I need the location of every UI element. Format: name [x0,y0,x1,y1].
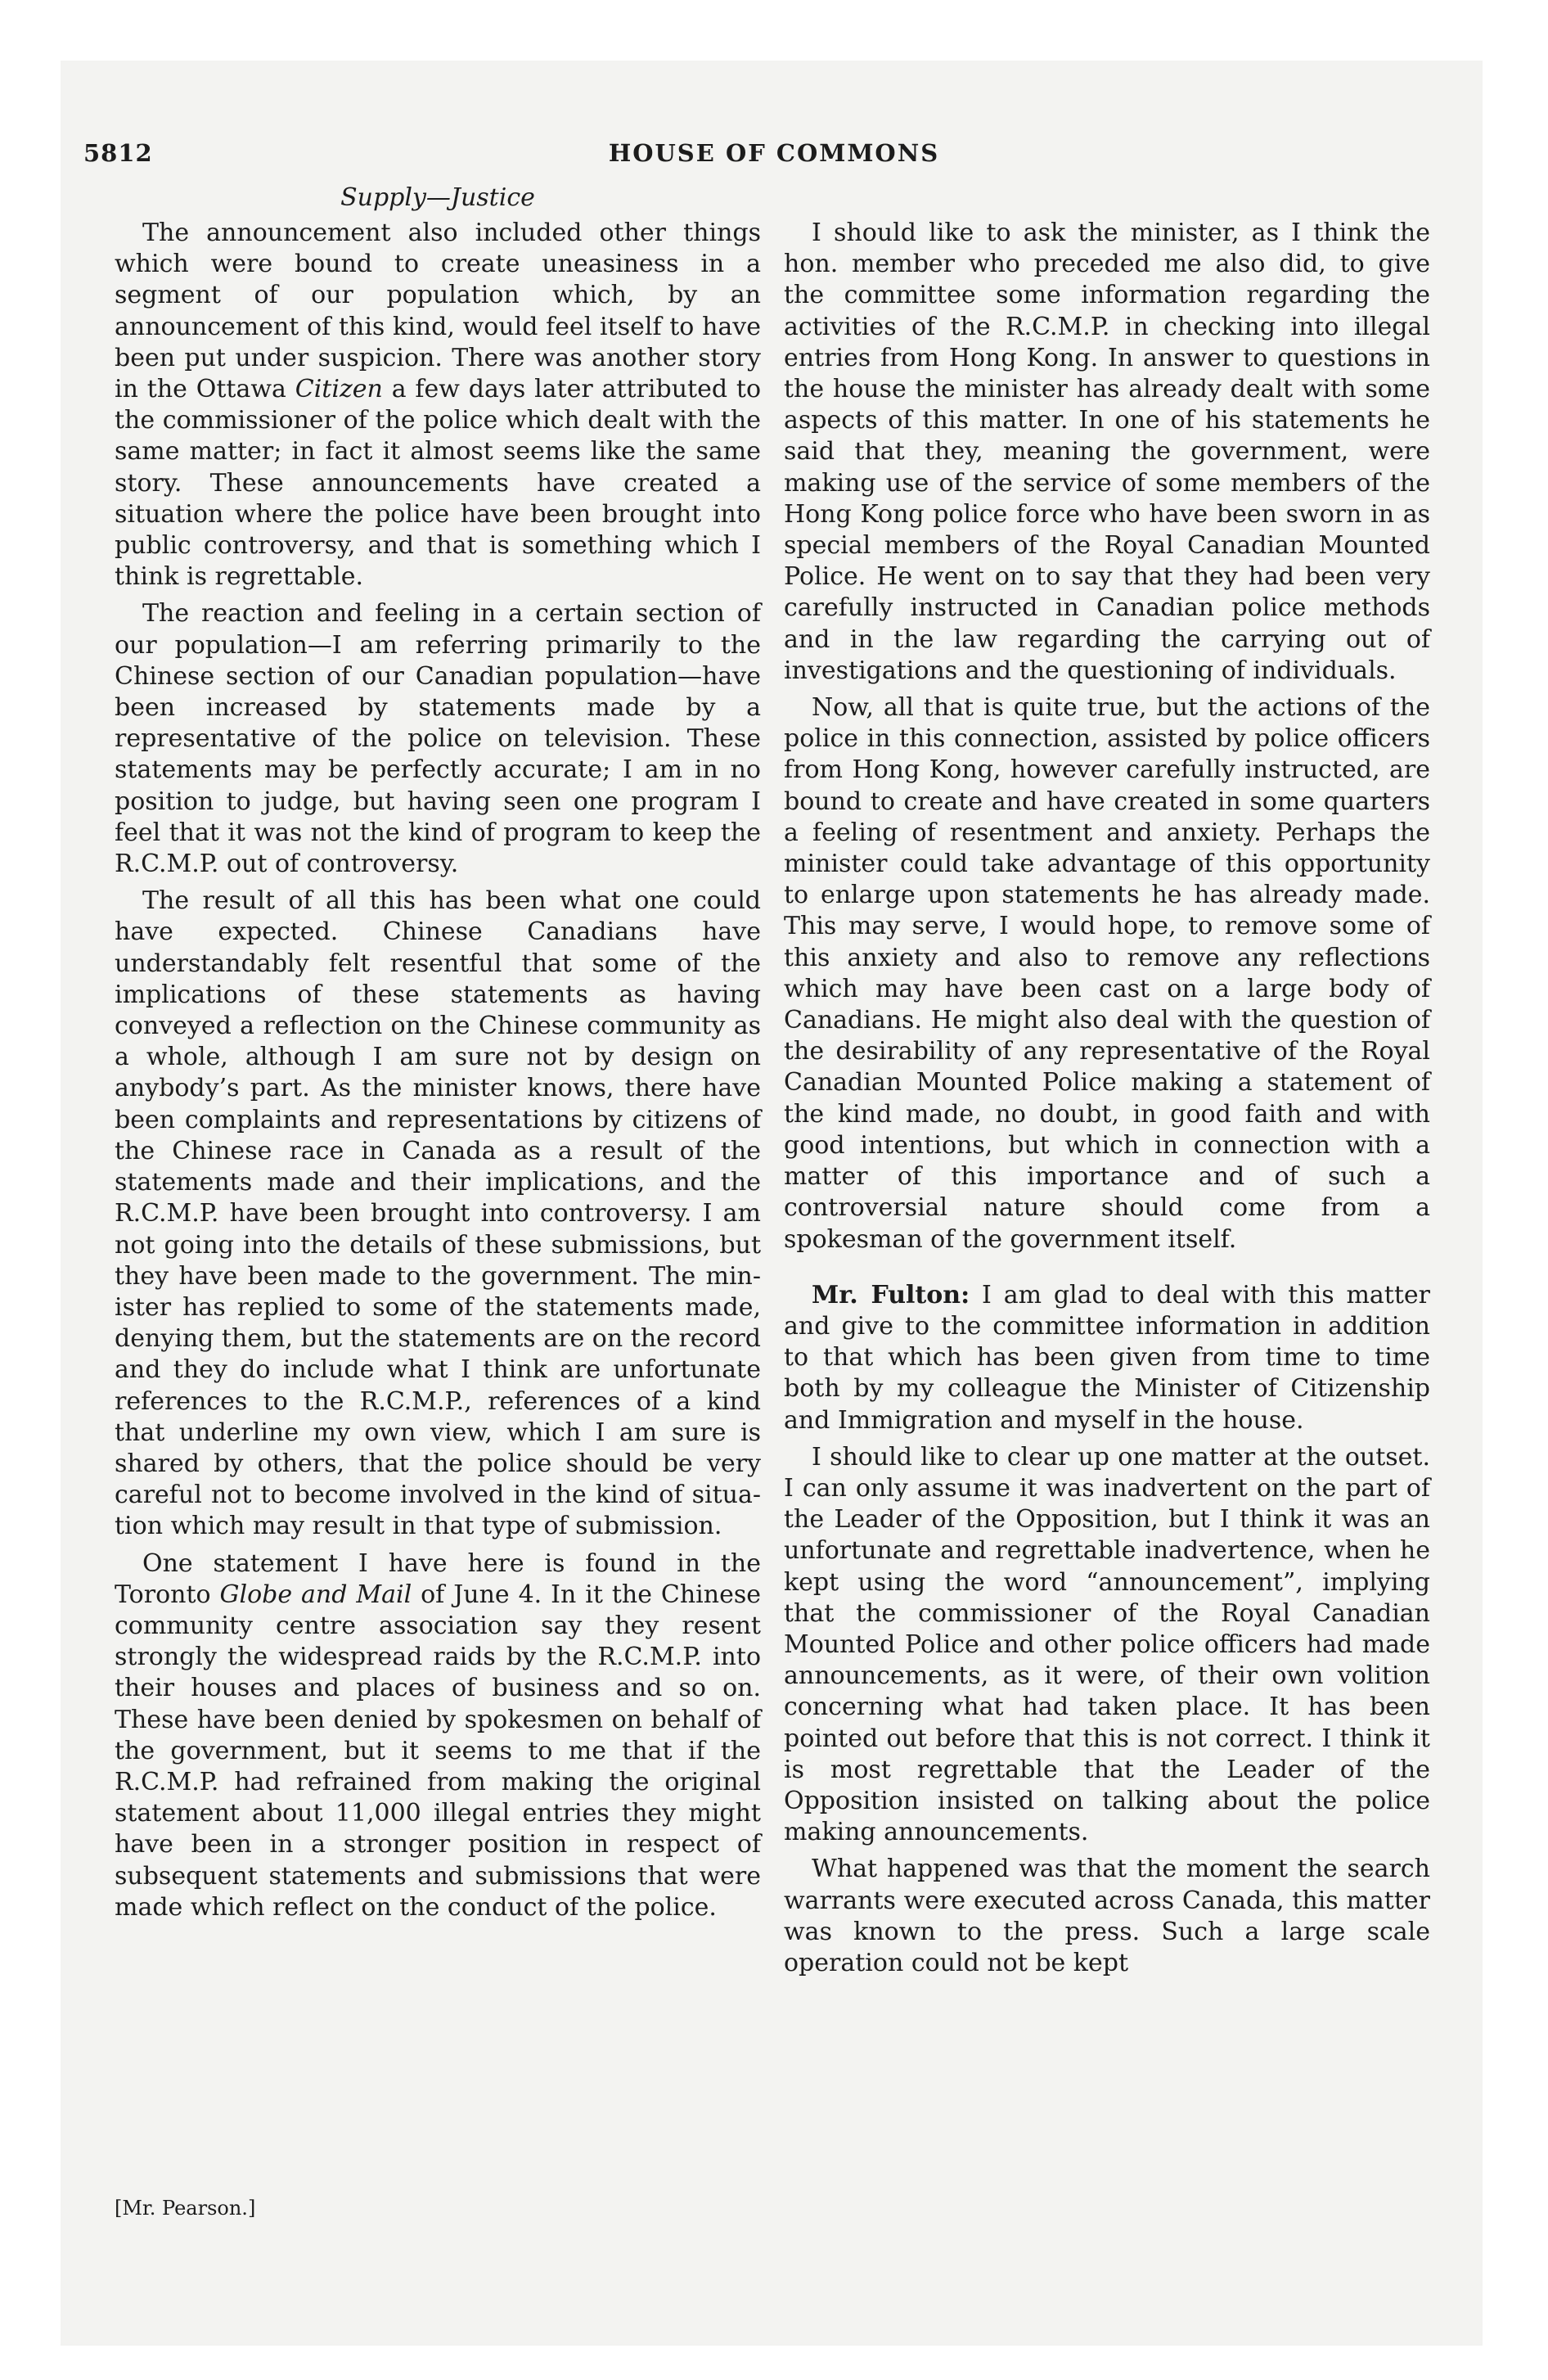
left-column [115,218,761,1929]
paragraph [784,1280,1430,1436]
right-column [784,218,1430,1985]
paragraph: Now, all that is quite true, but the actions of the police in this connection, assisted by police officers from Hong Kong, however carefully instructed, are bound to create and have created in some quarters a feeling of resentment and anxiety. Perhaps the minister could take advantage of this opportunity to enlarge upon statements he has already made. This may serve, I would hope, to remove some of this anxiety and also to remove any reflections which may have been cast on a large body of Canadians. He might also deal with the question of the desirability of any representative of the Royal Canadian Mounted Police making a statement of the kind made, no doubt, in good faith and with good intentions, but which in connection with a matter of this importance and of such a controversial nature should come from a spokesman of the government itself. [784,693,1430,1254]
speaker-name: Mr. Fulton: [812,1280,970,1309]
speaker-footnote: [Mr. Pearson.] [115,2197,256,2220]
paragraph-text: The announcement also included other things which were bound to create uneasiness in a segment of our population which, by an announcement of this kind, would feel itself to have been put under suspicion. There was another story in the Ottawa [115,219,761,404]
paragraph: The reaction and feeling in a certain section of our population—I am referring primarily to the Chinese section of our Canadian population—have been increased by statements made by a representative of the police on television. These statements may be perfectly accurate; I am in no position to judge, but having seen one program I feel that it was not the kind of program to keep the R.C.M.P. out of controversy. [115,599,761,879]
paragraph: The result of all this has been what one could have expected. Chinese Canadians have understandably felt resentful that some of the implications of these statements as having conveyed a reflection on the Chinese community as a whole, although I am sure not by design on anybody’s part. As the minister knows, there have been complaints and representations by citizens of the Chinese race in Canada as a result of the statements made and their implications, and the R.C.M.P. have been brought into controversy. I am not going into the details of these submissions, but they have been made to the government. The minister has replied to some of the statements made, denying them, but the statements are on the record and they do include what I think are unfortunate references to the R.C.M.P., references of a kind that underline my own view, which I am sure is shared by others, that the police should be very careful not to become involved in the kind of situation which may result in that type of submission. [115,886,761,1541]
page-number: 5812 [83,139,153,167]
newspaper-title: Citizen [295,375,383,404]
newspaper-title: Globe and Mail [219,1580,412,1609]
page-title: HOUSE OF COMMONS [608,139,940,167]
paragraph-text: I am glad to deal with this matter and give to the committee information in addition to that which has been given from time to time both by my colleague the Minister of Citizenship and Immigration and myself in the house. [784,1280,1430,1435]
paragraph: I should like to ask the minister, as I think the hon. member who preceded me also did, to give the committee some information regarding the activities of the R.C.M.P. in checking into illegal entries from Hong Kong. In answer to questions in the house the minister has already dealt with some aspects of this matter. In one of his statements he said that they, meaning the government, were making use of the service of some members of the Hong Kong police force who have been sworn in as special members of the Royal Canadian Mounted Police. He went on to say that they had been very carefully instructed in Canadian police methods and in the law regarding the carrying out of investigations and the questioning of individuals. [784,219,1430,685]
paragraph-text: a few days later attributed to the commissioner of the police which dealt with the same matter; in fact it almost seems like the same story. These announcements have created a situation where the police have been brought into public controversy, and that is something which I think is regrettable. [115,375,762,592]
paragraph [115,218,761,593]
section-heading: Supply—Justice [340,183,535,212]
paragraph [115,1548,761,1923]
paragraph: What happened was that the moment the search warrants were executed across Canada, this matter was known to the press. Such a large scale operation could not be kept [784,1855,1430,1977]
paragraph: I should like to clear up one matter at the outset. I can only assume it was inadvertent on the part of the Leader of the Opposition, but I think it was an unfortunate and regrettable inadvertence, when he kept using the word “announcement”, implying that the commissioner of the Royal Canadian Mounted Police and other police officers had made announcements, as it were, of their own volition concerning what had taken place. It has been pointed out before that this is not correct. I think it is most regrettable that the Leader of the Opposition insisted on talking about the police making announcements. [784,1442,1430,1847]
paragraph-text: of June 4. In it the Chinese community centre association say they resent strongly the widespread raids by the R.C.M.P. into their houses and places of business and so on. These have been denied by spokesmen on behalf of the government, but it seems to me that if the R.C.M.P. had refrained from making the original statement about 11,000 illegal entries they might have been in a stronger position in respect of subsequent statements and submissions that were made which reflect on the conduct of the police. [115,1580,761,1922]
paragraph-text: One statement I have here is found in the Toronto [115,1548,761,1609]
